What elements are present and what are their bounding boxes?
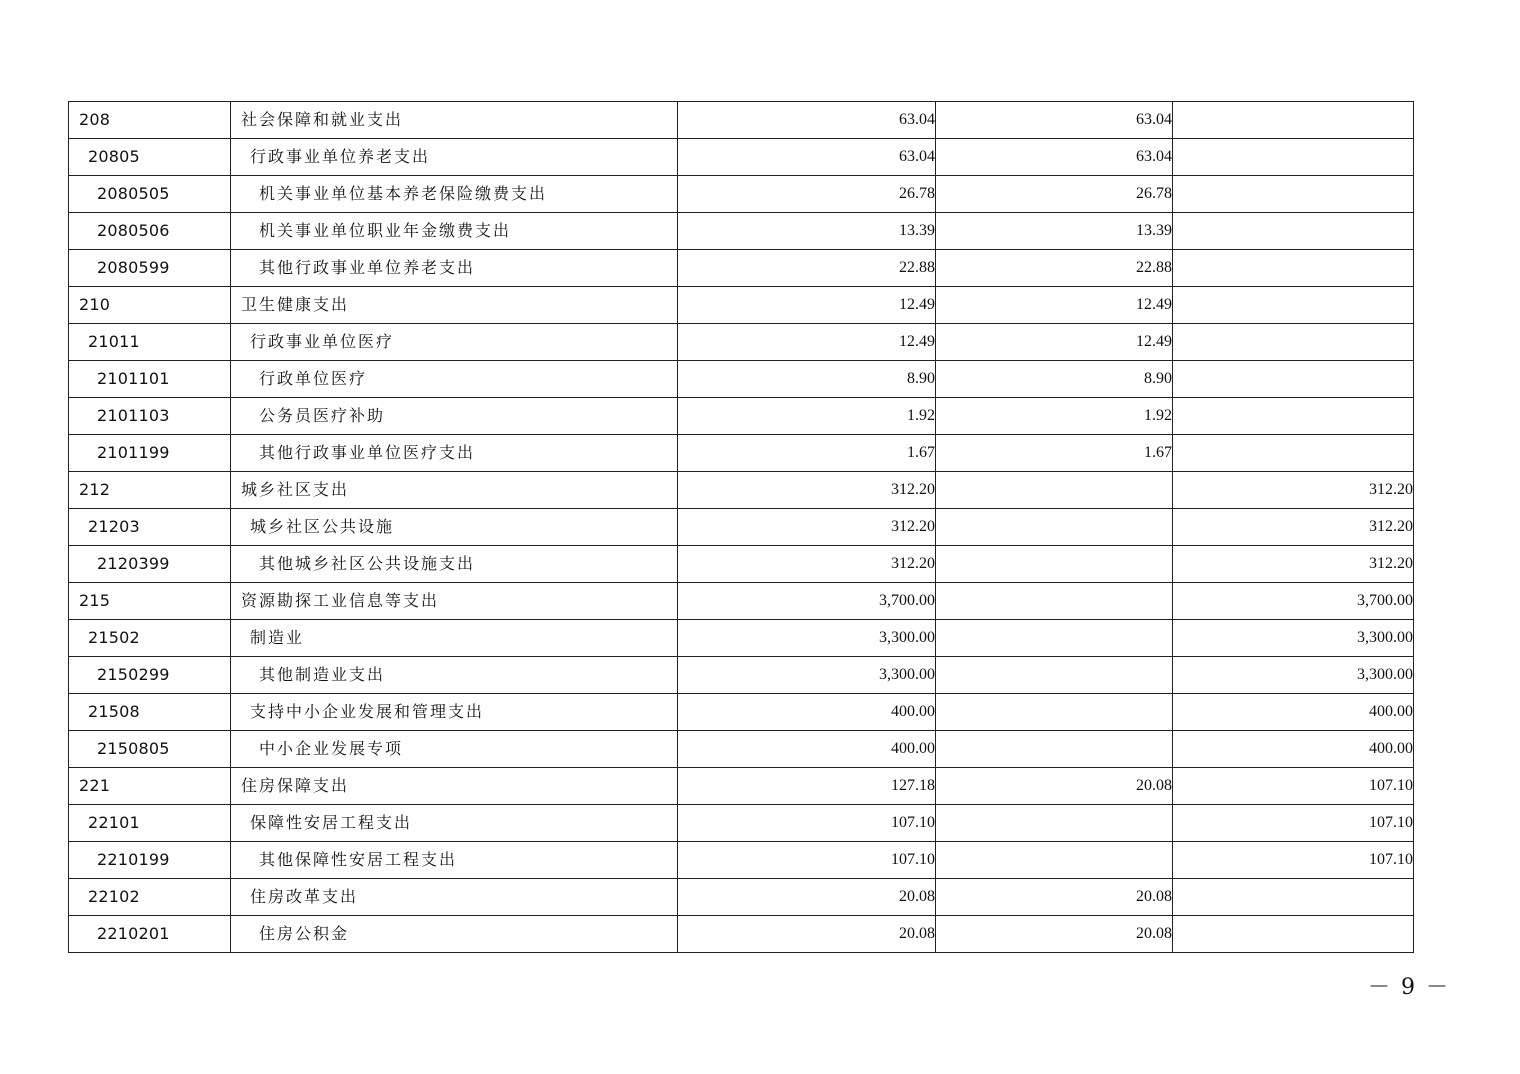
cell-basic-expenditure: 26.78 [936,176,1173,213]
cell-total: 312.20 [678,546,936,583]
cell-code: 2101199 [69,435,231,472]
cell-code: 2150299 [69,657,231,694]
table-row [69,176,1414,213]
cell-basic-expenditure: 20.08 [936,768,1173,805]
cell-name: 保障性安居工程支出 [231,805,678,842]
cell-project-expenditure [1173,176,1414,213]
cell-code: 20805 [69,139,231,176]
cell-project-expenditure [1173,361,1414,398]
cell-total: 1.67 [678,435,936,472]
cell-code: 21508 [69,694,231,731]
cell-name: 其他行政事业单位医疗支出 [231,435,678,472]
cell-project-expenditure [1173,879,1414,916]
cell-name: 公务员医疗补助 [231,398,678,435]
cell-code: 215 [69,583,231,620]
cell-basic-expenditure [936,620,1173,657]
budget-expenditure-table [68,101,1414,953]
cell-code: 2150805 [69,731,231,768]
cell-project-expenditure: 312.20 [1173,546,1414,583]
cell-project-expenditure: 400.00 [1173,731,1414,768]
cell-basic-expenditure: 63.04 [936,102,1173,139]
cell-basic-expenditure: 1.92 [936,398,1173,435]
cell-total: 3,300.00 [678,620,936,657]
cell-basic-expenditure [936,731,1173,768]
cell-total: 63.04 [678,139,936,176]
cell-name: 其他保障性安居工程支出 [231,842,678,879]
cell-name: 制造业 [231,620,678,657]
cell-project-expenditure [1173,250,1414,287]
cell-total: 8.90 [678,361,936,398]
cell-total: 26.78 [678,176,936,213]
cell-project-expenditure [1173,102,1414,139]
cell-basic-expenditure [936,546,1173,583]
cell-basic-expenditure: 22.88 [936,250,1173,287]
table-row [69,139,1414,176]
cell-project-expenditure: 107.10 [1173,842,1414,879]
table-row [69,657,1414,694]
table-row [69,546,1414,583]
cell-total: 1.92 [678,398,936,435]
table-row [69,879,1414,916]
cell-project-expenditure [1173,398,1414,435]
table-row [69,361,1414,398]
cell-code: 22102 [69,879,231,916]
table-row [69,472,1414,509]
cell-total: 12.49 [678,287,936,324]
cell-project-expenditure [1173,435,1414,472]
cell-name: 城乡社区公共设施 [231,509,678,546]
cell-code: 2120399 [69,546,231,583]
cell-name: 社会保障和就业支出 [231,102,678,139]
cell-project-expenditure: 107.10 [1173,805,1414,842]
table-row [69,768,1414,805]
cell-project-expenditure: 3,300.00 [1173,657,1414,694]
cell-total: 63.04 [678,102,936,139]
cell-basic-expenditure [936,694,1173,731]
table-row [69,583,1414,620]
cell-name: 卫生健康支出 [231,287,678,324]
cell-name: 城乡社区支出 [231,472,678,509]
cell-code: 2101101 [69,361,231,398]
cell-total: 12.49 [678,324,936,361]
cell-name: 资源勘探工业信息等支出 [231,583,678,620]
table-row [69,398,1414,435]
cell-name: 住房公积金 [231,916,678,953]
cell-total: 107.10 [678,805,936,842]
table-row [69,287,1414,324]
table-row [69,213,1414,250]
cell-code: 22101 [69,805,231,842]
cell-basic-expenditure [936,805,1173,842]
cell-basic-expenditure [936,472,1173,509]
cell-name: 住房保障支出 [231,768,678,805]
cell-name: 支持中小企业发展和管理支出 [231,694,678,731]
table-body [69,102,1414,953]
cell-project-expenditure: 400.00 [1173,694,1414,731]
table-row [69,842,1414,879]
cell-total: 312.20 [678,509,936,546]
cell-project-expenditure: 312.20 [1173,472,1414,509]
cell-name: 行政事业单位医疗 [231,324,678,361]
table-row [69,102,1414,139]
cell-basic-expenditure: 13.39 [936,213,1173,250]
cell-code: 210 [69,287,231,324]
cell-code: 21011 [69,324,231,361]
cell-name: 其他城乡社区公共设施支出 [231,546,678,583]
cell-project-expenditure [1173,324,1414,361]
cell-basic-expenditure: 12.49 [936,287,1173,324]
cell-basic-expenditure [936,583,1173,620]
cell-name: 机关事业单位职业年金缴费支出 [231,213,678,250]
cell-name: 住房改革支出 [231,879,678,916]
cell-project-expenditure [1173,916,1414,953]
cell-project-expenditure [1173,139,1414,176]
cell-total: 3,700.00 [678,583,936,620]
cell-code: 21502 [69,620,231,657]
cell-basic-expenditure [936,657,1173,694]
cell-total: 107.10 [678,842,936,879]
cell-project-expenditure: 107.10 [1173,768,1414,805]
table-row [69,435,1414,472]
cell-code: 221 [69,768,231,805]
cell-name: 行政单位医疗 [231,361,678,398]
cell-basic-expenditure: 12.49 [936,324,1173,361]
cell-project-expenditure: 312.20 [1173,509,1414,546]
cell-total: 3,300.00 [678,657,936,694]
cell-code: 212 [69,472,231,509]
cell-total: 13.39 [678,213,936,250]
table-row [69,620,1414,657]
cell-code: 21203 [69,509,231,546]
cell-name: 行政事业单位养老支出 [231,139,678,176]
cell-total: 20.08 [678,916,936,953]
table-row [69,694,1414,731]
cell-name: 中小企业发展专项 [231,731,678,768]
cell-project-expenditure [1173,287,1414,324]
cell-code: 2210199 [69,842,231,879]
cell-code: 2210201 [69,916,231,953]
page-number: － 9 － [1368,975,1450,1000]
cell-total: 400.00 [678,731,936,768]
cell-total: 127.18 [678,768,936,805]
table-row [69,916,1414,953]
cell-total: 312.20 [678,472,936,509]
cell-project-expenditure: 3,700.00 [1173,583,1414,620]
table-row [69,250,1414,287]
table-row [69,324,1414,361]
cell-name: 其他行政事业单位养老支出 [231,250,678,287]
cell-basic-expenditure: 1.67 [936,435,1173,472]
table-row [69,731,1414,768]
cell-total: 22.88 [678,250,936,287]
cell-code: 208 [69,102,231,139]
table-row [69,509,1414,546]
cell-code: 2101103 [69,398,231,435]
cell-basic-expenditure [936,509,1173,546]
cell-code: 2080506 [69,213,231,250]
cell-name: 其他制造业支出 [231,657,678,694]
cell-project-expenditure [1173,213,1414,250]
cell-name: 机关事业单位基本养老保险缴费支出 [231,176,678,213]
cell-basic-expenditure: 20.08 [936,879,1173,916]
cell-code: 2080505 [69,176,231,213]
cell-basic-expenditure [936,842,1173,879]
cell-basic-expenditure: 20.08 [936,916,1173,953]
cell-project-expenditure: 3,300.00 [1173,620,1414,657]
cell-basic-expenditure: 8.90 [936,361,1173,398]
table-row [69,805,1414,842]
cell-total: 400.00 [678,694,936,731]
cell-total: 20.08 [678,879,936,916]
cell-basic-expenditure: 63.04 [936,139,1173,176]
cell-code: 2080599 [69,250,231,287]
